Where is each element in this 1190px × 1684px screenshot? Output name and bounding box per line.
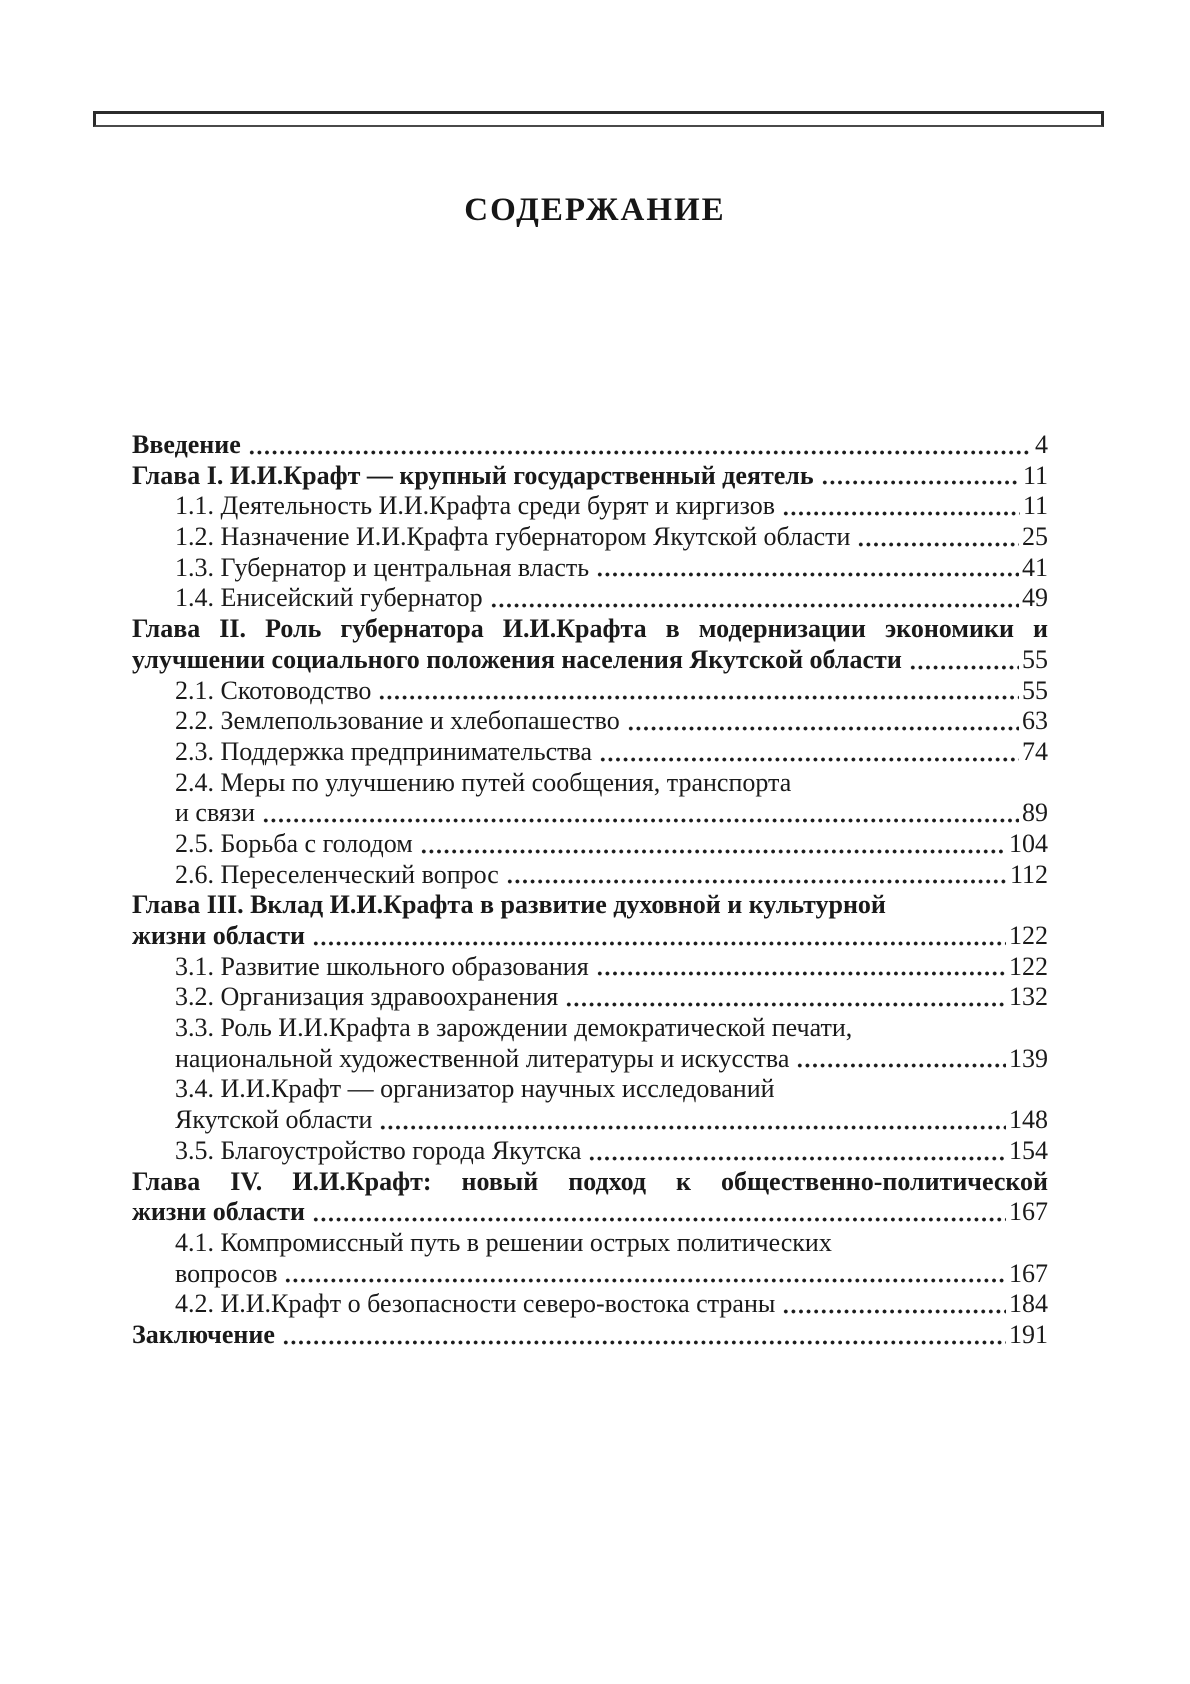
- toc-row: [132, 1289, 1048, 1320]
- toc-row: [132, 798, 1048, 829]
- dot-leader: [284, 1278, 1006, 1283]
- toc-page-number: 4: [1035, 430, 1048, 459]
- dot-leader: [248, 450, 1032, 455]
- toc-page-number: 167: [1009, 1258, 1048, 1288]
- toc-row: [132, 1320, 1048, 1351]
- toc-entry-text: 2.3. Поддержка предпринимательства: [175, 736, 593, 766]
- toc-entry-text: национальной художественной литературы и искусства: [175, 1043, 790, 1073]
- dot-leader: [588, 1156, 1006, 1161]
- dot-leader: [796, 1063, 1006, 1068]
- toc-entry-text: 2.6. Переселенческий вопрос: [175, 859, 499, 889]
- toc-row: [132, 1074, 1048, 1105]
- toc-entry-text: 2.5. Борьба с голодом: [175, 828, 413, 858]
- toc-page-number: 11: [1022, 460, 1048, 490]
- toc-row: [132, 491, 1048, 522]
- toc-entry-text: Глава I. И.И.Крафт — крупный государственный деятель: [132, 460, 814, 490]
- toc-entry-text: 3.2. Организация здравоохранения: [175, 982, 559, 1012]
- toc-row: [132, 553, 1048, 584]
- toc-entry-text: 1.4. Енисейский губернатор: [175, 583, 483, 613]
- toc-row: [132, 1259, 1048, 1290]
- toc-entry-text: 1.1. Деятельность И.И.Крафта среди бурят и киргизов: [175, 491, 775, 521]
- dot-leader: [782, 1309, 1006, 1314]
- dot-leader: [596, 572, 1019, 577]
- dot-leader: [565, 1002, 1006, 1007]
- toc-page-number: 132: [1009, 982, 1048, 1012]
- toc-row: [132, 860, 1048, 891]
- dot-leader: [857, 542, 1019, 547]
- toc-page-number: 122: [1009, 951, 1048, 981]
- toc-row: [132, 614, 1048, 645]
- toc-page-number: 11: [1022, 491, 1048, 521]
- toc-row: [132, 706, 1048, 737]
- toc-row: [132, 890, 1048, 921]
- toc-page-number: 55: [1022, 675, 1048, 705]
- page-title: СОДЕРЖАНИЕ: [464, 192, 726, 228]
- toc-page-number: 55: [1022, 644, 1048, 674]
- toc-page-number: 25: [1022, 522, 1048, 552]
- toc-entry-text: 4.1. Компромиссный путь в решении острых политических: [175, 1227, 832, 1257]
- dot-leader: [909, 665, 1019, 670]
- table-of-contents: [132, 430, 1048, 1351]
- dot-leader: [282, 1340, 1006, 1345]
- toc-row: [132, 1136, 1048, 1167]
- dot-leader: [312, 1217, 1006, 1222]
- toc-entry-text: 3.1. Развитие школьного образования: [175, 951, 589, 981]
- toc-entry-text: 2.2. Землепользование и хлебопашество: [175, 706, 620, 736]
- toc-entry-text: 3.3. Роль И.И.Крафта в зарождении демократической печати,: [175, 1013, 853, 1043]
- toc-page-number: 148: [1009, 1105, 1048, 1135]
- toc-page-number: 104: [1009, 828, 1048, 858]
- toc-row: [132, 645, 1048, 676]
- toc-row: [132, 1228, 1048, 1259]
- toc-entry-text: Глава IV. И.И.Крафт: новый подход к общественно-политической: [132, 1166, 1048, 1196]
- dot-leader: [490, 603, 1019, 608]
- toc-entry-text: Глава II. Роль губернатора И.И.Крафта в модернизации экономики и: [132, 614, 1048, 644]
- toc-row: [132, 1105, 1048, 1136]
- dot-leader: [821, 480, 1020, 485]
- dot-leader: [378, 695, 1019, 700]
- toc-entry-text: 4.2. И.И.Крафт о безопасности северо-востока страны: [175, 1289, 776, 1319]
- toc-entry-text: Глава III. Вклад И.И.Крафта в развитие духовной и культурной: [132, 890, 886, 920]
- toc-row: [132, 522, 1048, 553]
- toc-page-number: 63: [1022, 706, 1048, 736]
- dot-leader: [782, 511, 1020, 516]
- toc-row: [132, 430, 1048, 461]
- toc-row: [132, 982, 1048, 1013]
- toc-page-number: 112: [1009, 859, 1048, 889]
- toc-row: [132, 583, 1048, 614]
- page-frame-line: [93, 111, 1104, 127]
- toc-row: [132, 829, 1048, 860]
- dot-leader: [379, 1125, 1006, 1130]
- toc-entry-text: вопросов: [175, 1258, 278, 1288]
- toc-row: [132, 768, 1048, 799]
- dot-leader: [627, 726, 1019, 731]
- toc-row: [132, 952, 1048, 983]
- dot-leader: [262, 818, 1019, 823]
- toc-row: [132, 461, 1048, 492]
- toc-row: [132, 921, 1048, 952]
- toc-entry-text: жизни области: [132, 1197, 305, 1227]
- toc-entry-text: 2.4. Меры по улучшению путей сообщения, транспорта: [175, 767, 792, 797]
- toc-page-number: 122: [1009, 921, 1048, 950]
- toc-entry-text: Заключение: [132, 1319, 275, 1349]
- toc-page-number: 184: [1009, 1289, 1048, 1319]
- toc-page-number: 191: [1009, 1319, 1048, 1349]
- toc-entry-text: улучшении социального положения населения Якутской области: [132, 644, 902, 674]
- toc-page-number: 89: [1022, 798, 1048, 828]
- toc-entry-text: Якутской области: [175, 1105, 373, 1135]
- toc-row: [132, 1013, 1048, 1044]
- toc-entry-text: 2.1. Скотоводство: [175, 675, 372, 705]
- toc-row: [132, 1167, 1048, 1198]
- dot-leader: [420, 849, 1006, 854]
- toc-entry-text: 3.4. И.И.Крафт — организатор научных исследований: [175, 1074, 775, 1104]
- dot-leader: [312, 941, 1006, 946]
- toc-page-number: 49: [1022, 583, 1048, 613]
- toc-row: [132, 676, 1048, 707]
- toc-page-number: 139: [1009, 1043, 1048, 1073]
- toc-entry-text: жизни области: [132, 921, 305, 950]
- toc-entry-text: 1.3. Губернатор и центральная власть: [175, 552, 590, 582]
- toc-entry-text: Введение: [132, 430, 241, 459]
- toc-page-number: 74: [1022, 736, 1048, 766]
- toc-entry-text: 3.5. Благоустройство города Якутска: [175, 1135, 582, 1165]
- dot-leader: [599, 757, 1019, 762]
- toc-page-number: 154: [1009, 1135, 1048, 1165]
- dot-leader: [596, 971, 1006, 976]
- toc-page-number: 167: [1009, 1197, 1048, 1227]
- toc-row: [132, 1044, 1048, 1075]
- toc-entry-text: 1.2. Назначение И.И.Крафта губернатором Якутской области: [175, 522, 851, 552]
- toc-page-number: 41: [1022, 552, 1048, 582]
- toc-row: [132, 1197, 1048, 1228]
- toc-row: [132, 737, 1048, 768]
- dot-leader: [506, 879, 1007, 884]
- toc-entry-text: и связи: [175, 798, 256, 828]
